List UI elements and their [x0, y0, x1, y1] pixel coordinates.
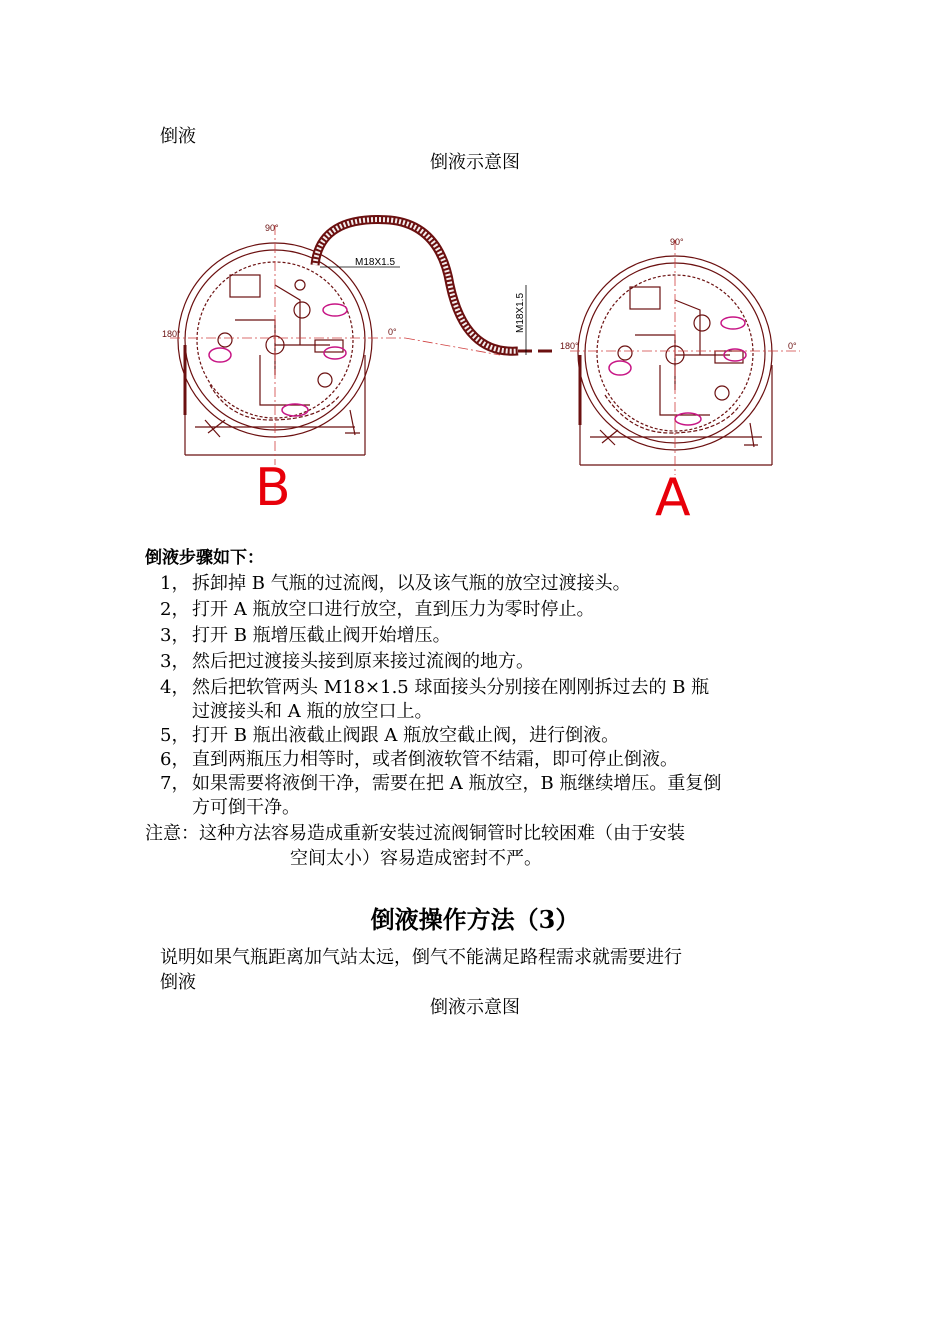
step-item: 2， 打开 A 瓶放空口进行放空，直到压力为零时停止。	[160, 599, 595, 620]
highlight-marks-a	[609, 317, 746, 425]
transfer-diagram	[150, 205, 820, 535]
step-item: 6， 直到两瓶压力相等时，或者倒液软管不结霜，即可停止倒液。	[160, 749, 678, 770]
angle-label-a-right: 0°	[788, 341, 797, 351]
note-line: 空间太小）容易造成密封不严。	[290, 848, 542, 869]
cylinder-b-label: B	[255, 458, 291, 518]
angle-label-b-right: 0°	[388, 327, 397, 337]
step-item: 5， 打开 B 瓶出液截止阀跟 A 瓶放空截止阀，进行倒液。	[160, 725, 620, 746]
steps-heading: 倒液步骤如下：	[145, 548, 264, 568]
intro-tail-text: 倒液	[160, 126, 196, 147]
hose-thread-label-vertical: M18X1.5	[515, 292, 526, 333]
note-line: 注意：这种方法容易造成重新安装过流阀铜管时比较困难（由于安装	[145, 823, 685, 844]
figure-caption: 倒液示意图	[430, 152, 520, 173]
step-item: 3， 然后把过渡接头接到原来接过流阀的地方。	[160, 651, 534, 672]
description-line: 说明如果气瓶距离加气站太远，倒气不能满足路程需求就需要进行	[160, 947, 682, 968]
figure-caption: 倒液示意图	[430, 997, 520, 1018]
step-item: 1， 拆卸掉 B 气瓶的过流阀，以及该气瓶的放空过渡接头。	[160, 573, 631, 594]
section-title: 倒液操作方法（3）	[370, 905, 580, 934]
description-line: 倒液	[160, 972, 196, 993]
step-continuation: 过渡接头和 A 瓶的放空口上。	[192, 701, 433, 722]
hose-thread-label-top: M18X1.5	[355, 257, 396, 268]
angle-label-b-top: 90°	[265, 223, 279, 233]
step-item: 4， 然后把软管两头 M18×1.5 球面接头分别接在刚刚拆过去的 B 瓶	[160, 677, 710, 698]
cylinder-a-label: A	[655, 468, 691, 528]
angle-label-a-left: 180°	[560, 341, 579, 351]
angle-label-a-top: 90°	[670, 237, 684, 247]
step-item: 3， 打开 B 瓶增压截止阀开始增压。	[160, 625, 451, 646]
transfer-hose	[315, 220, 518, 352]
step-item: 7， 如果需要将液倒干净，需要在把 A 瓶放空，B 瓶继续增压。重复倒	[160, 773, 722, 794]
step-continuation: 方可倒干净。	[192, 797, 300, 818]
angle-label-b-left: 180°	[162, 329, 181, 339]
